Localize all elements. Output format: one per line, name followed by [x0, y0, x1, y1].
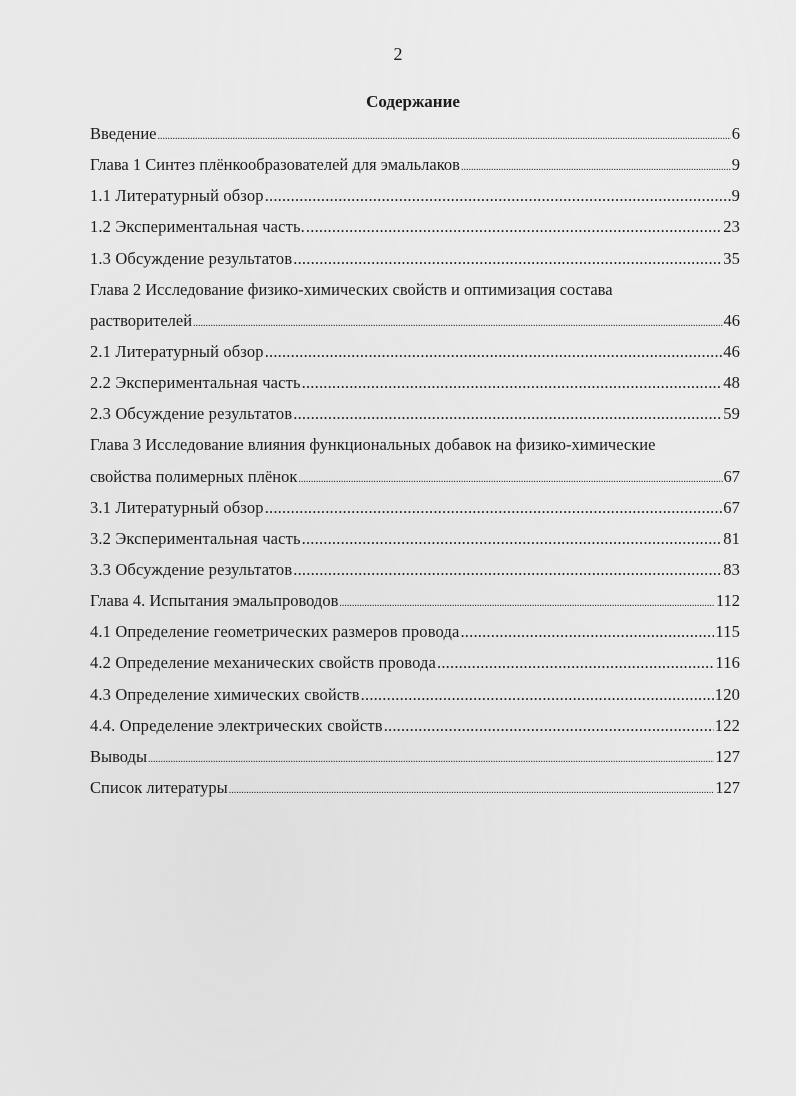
dot-leader	[306, 211, 722, 242]
dot-leader	[437, 647, 714, 678]
toc-entry-text: 2.3 Обсуждение результатов	[90, 404, 293, 424]
dot-leader	[265, 492, 723, 523]
toc-entry-page: 9	[731, 155, 740, 175]
toc-entry-chapter-2-line-1	[90, 274, 740, 305]
dot-leader	[158, 118, 731, 149]
toc-entry-text: 2.1 Литературный обзор	[90, 341, 264, 361]
toc-entry-page: 67	[723, 497, 740, 517]
toc-entry-3-2	[90, 523, 740, 554]
dot-leader	[384, 710, 714, 741]
toc-entry-4-2	[90, 647, 740, 678]
dot-leader	[265, 336, 723, 367]
toc-entry-text: Глава 2 Исследование физико-химических свойств и оптимизация состава	[90, 279, 613, 299]
toc-entry-page: 6	[731, 124, 740, 143]
toc-title: Содержание	[366, 92, 460, 111]
toc-entry-page: 46	[723, 310, 740, 330]
toc-entry-text: 4.1 Определение геометрических размеров провода	[90, 622, 460, 642]
dot-leader	[148, 741, 714, 772]
toc-entry-page: 81	[723, 528, 740, 548]
toc-entry-page: 83	[723, 559, 740, 579]
toc-entry-page: 115	[715, 622, 740, 642]
toc-entry-text: 3.3 Обсуждение результатов	[90, 559, 293, 579]
toc-entry-page: 120	[714, 684, 740, 704]
toc-entry-text: растворителей	[90, 310, 193, 330]
dot-leader	[302, 523, 723, 554]
toc-entry-text: 1.2 Экспериментальная часть.	[90, 217, 305, 237]
toc-entry-page: 112	[715, 591, 740, 611]
toc-entry-2-2	[90, 367, 740, 398]
toc-entry-chapter-1	[90, 149, 740, 180]
toc-entry-page: 48	[723, 373, 740, 393]
toc-entry-page: 127	[715, 746, 740, 766]
toc-entry-page: 116	[715, 653, 740, 673]
toc-entry-4-4	[90, 710, 740, 741]
dot-leader	[361, 679, 714, 710]
toc-entry-chapter-4	[90, 585, 740, 616]
toc-entry-page: 122	[714, 715, 740, 735]
dot-leader	[302, 367, 723, 398]
toc-entry-3-1	[90, 492, 740, 523]
toc-entry-4-3	[90, 679, 740, 710]
toc-entry-text: 4.2 Определение механических свойств провода	[90, 653, 437, 673]
dot-leader	[298, 461, 722, 492]
toc-entry-page: 9	[731, 186, 740, 206]
toc-entry-3-3	[90, 554, 740, 585]
dot-leader	[293, 398, 722, 429]
toc-entry-text: Глава 1 Синтез плёнкообразователей для эмальлаков	[90, 155, 460, 175]
toc-entry-1-1	[90, 180, 740, 211]
toc-entry-page: 46	[723, 341, 740, 361]
toc-entry-text: 3.1 Литературный обзор	[90, 497, 264, 517]
toc-entry-chapter-3-line-2	[90, 461, 740, 492]
toc-entry-introduction	[90, 118, 740, 149]
page-number: 2	[393, 44, 403, 64]
toc-entry-text: Введение	[90, 124, 157, 143]
toc-entry-conclusions	[90, 741, 740, 772]
table-of-contents	[90, 118, 740, 803]
toc-entry-text: 4.3 Определение химических свойств	[90, 684, 360, 704]
toc-entry-text: свойства полимерных плёнок	[90, 466, 298, 486]
dot-leader	[339, 585, 715, 616]
dot-leader	[460, 616, 714, 647]
toc-entry-page: 59	[723, 404, 740, 424]
toc-entry-text: 4.4. Определение электрических свойств	[90, 715, 383, 735]
toc-entry-text: Глава 4. Испытания эмальпроводов	[90, 591, 339, 611]
dot-leader	[293, 554, 722, 585]
dot-leader	[293, 243, 722, 274]
toc-entry-page: 127	[715, 777, 740, 797]
toc-entry-text: Список литературы	[90, 777, 228, 797]
toc-entry-1-3	[90, 243, 740, 274]
toc-entry-chapter-2-line-2	[90, 305, 740, 336]
toc-entry-page: 23	[723, 217, 740, 237]
toc-entry-chapter-3-line-1	[90, 429, 740, 460]
toc-entry-4-1	[90, 616, 740, 647]
toc-entry-text: Выводы	[90, 746, 148, 766]
toc-entry-text: 3.2 Экспериментальная часть	[90, 528, 301, 548]
dot-leader	[265, 180, 731, 211]
toc-entry-page: 35	[723, 248, 740, 268]
toc-entry-text: Глава 3 Исследование влияния функциональных добавок на физико-химические	[90, 435, 656, 455]
toc-entry-text: 1.1 Литературный обзор	[90, 186, 264, 206]
toc-entry-text: 2.2 Экспериментальная часть	[90, 373, 301, 393]
dot-leader	[193, 305, 722, 336]
toc-entry-page: 67	[723, 466, 740, 486]
dot-leader	[461, 149, 731, 180]
toc-entry-2-1	[90, 336, 740, 367]
toc-entry-references	[90, 772, 740, 803]
toc-entry-2-3	[90, 398, 740, 429]
toc-entry-text: 1.3 Обсуждение результатов	[90, 248, 293, 268]
dot-leader	[229, 772, 715, 803]
toc-entry-1-2	[90, 211, 740, 242]
